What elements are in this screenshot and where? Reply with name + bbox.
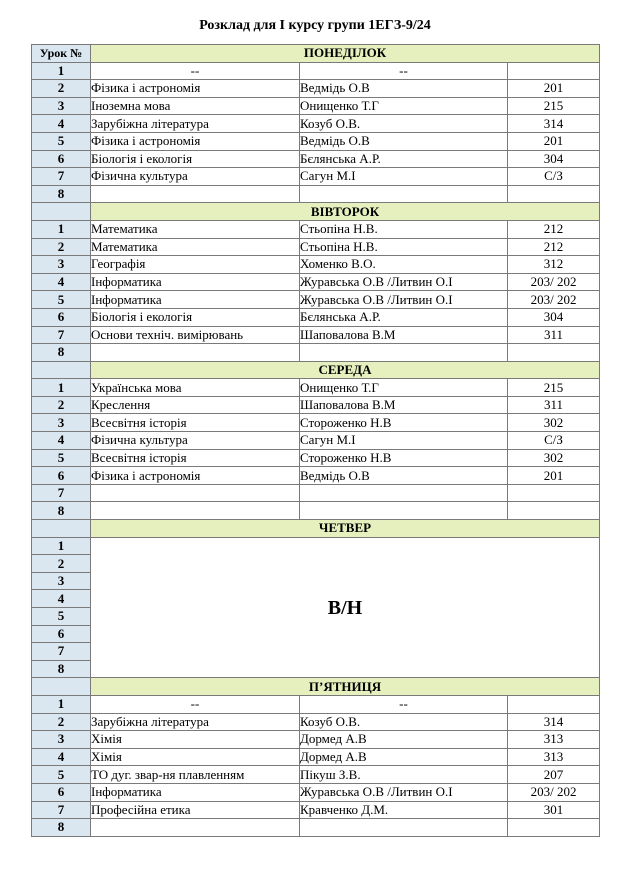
lesson-row <box>32 484 600 502</box>
subject: -- <box>91 695 300 713</box>
teacher: Шаповалова В.М <box>300 396 508 414</box>
lesson-row <box>32 220 600 238</box>
subject: Біологія і екологія <box>91 308 300 326</box>
subject: Професійна етика <box>91 801 300 819</box>
lesson-number: 7 <box>32 484 91 502</box>
room: 203/ 202 <box>508 783 600 801</box>
teacher <box>300 819 508 837</box>
teacher: Пікуш З.В. <box>300 766 508 784</box>
lesson-number: 4 <box>32 273 91 291</box>
teacher: Стороженко Н.В <box>300 449 508 467</box>
lesson-number: 8 <box>32 660 91 678</box>
room: 313 <box>508 731 600 749</box>
lesson-number: 3 <box>32 731 91 749</box>
day-name: ВІВТОРОК <box>91 203 600 221</box>
day-name: П’ЯТНИЦЯ <box>91 678 600 696</box>
teacher: Стороженко Н.В <box>300 414 508 432</box>
room <box>508 62 600 80</box>
teacher: Дормед А.В <box>300 748 508 766</box>
lesson-number: 1 <box>32 379 91 397</box>
teacher: Козуб О.В. <box>300 115 508 133</box>
lesson-row <box>32 132 600 150</box>
subject: Інформатика <box>91 783 300 801</box>
room: 314 <box>508 713 600 731</box>
lesson-number: 5 <box>32 291 91 309</box>
lesson-row <box>32 467 600 485</box>
subject: Українська мова <box>91 379 300 397</box>
room: 313 <box>508 748 600 766</box>
day-header-row <box>32 45 600 63</box>
room: 314 <box>508 115 600 133</box>
day-header-row <box>32 520 600 538</box>
room: 311 <box>508 396 600 414</box>
teacher: Дормед А.В <box>300 731 508 749</box>
lesson-row <box>32 537 600 555</box>
teacher <box>300 185 508 203</box>
teacher: Сагун М.І <box>300 168 508 186</box>
room: 212 <box>508 220 600 238</box>
room: 207 <box>508 766 600 784</box>
lesson-row <box>32 62 600 80</box>
lesson-row <box>32 168 600 186</box>
day-header-row <box>32 678 600 696</box>
subject: -- <box>91 62 300 80</box>
lesson-row <box>32 308 600 326</box>
room: 201 <box>508 467 600 485</box>
lesson-row <box>32 731 600 749</box>
lesson-number: 4 <box>32 748 91 766</box>
subject: Біологія і екологія <box>91 150 300 168</box>
lesson-number: 7 <box>32 326 91 344</box>
subject: Фізика і астрономія <box>91 467 300 485</box>
teacher: Стьопіна Н.В. <box>300 238 508 256</box>
room <box>508 484 600 502</box>
lesson-row <box>32 97 600 115</box>
lesson-number: 8 <box>32 185 91 203</box>
subject: Іноземна мова <box>91 97 300 115</box>
lesson-row <box>32 432 600 450</box>
lesson-number: 6 <box>32 308 91 326</box>
teacher <box>300 502 508 520</box>
teacher: Сагун М.І <box>300 432 508 450</box>
lesson-row <box>32 766 600 784</box>
day-off-label: В/Н <box>91 537 600 678</box>
lesson-number: 3 <box>32 572 91 590</box>
subject: Фізична культура <box>91 432 300 450</box>
room: 215 <box>508 379 600 397</box>
subject: Зарубіжна література <box>91 713 300 731</box>
teacher: Онищенко Т.Г <box>300 97 508 115</box>
room: 215 <box>508 97 600 115</box>
room: 201 <box>508 80 600 98</box>
teacher <box>300 484 508 502</box>
day-header-blank <box>32 678 91 696</box>
lesson-row <box>32 291 600 309</box>
lesson-number-header: Урок № <box>32 45 91 63</box>
teacher: -- <box>300 695 508 713</box>
lesson-row <box>32 344 600 362</box>
day-header-blank <box>32 361 91 379</box>
lesson-number: 6 <box>32 783 91 801</box>
subject: Фізика і астрономія <box>91 132 300 150</box>
room <box>508 502 600 520</box>
teacher <box>300 344 508 362</box>
subject: Креслення <box>91 396 300 414</box>
teacher: Стьопіна Н.В. <box>300 220 508 238</box>
lesson-number: 7 <box>32 168 91 186</box>
lesson-row <box>32 748 600 766</box>
room: 311 <box>508 326 600 344</box>
room: С/З <box>508 168 600 186</box>
subject: Математика <box>91 238 300 256</box>
lesson-number: 5 <box>32 608 91 626</box>
lesson-number: 2 <box>32 555 91 573</box>
subject: ТО дуг. звар-ня плавленням <box>91 766 300 784</box>
lesson-number: 1 <box>32 220 91 238</box>
lesson-number: 7 <box>32 801 91 819</box>
subject: Зарубіжна література <box>91 115 300 133</box>
subject: Хімія <box>91 731 300 749</box>
teacher: Журавська О.В /Литвин О.І <box>300 273 508 291</box>
lesson-number: 1 <box>32 695 91 713</box>
teacher: Шаповалова В.М <box>300 326 508 344</box>
day-header-blank <box>32 203 91 221</box>
lesson-number: 1 <box>32 537 91 555</box>
subject: Всесвітня історія <box>91 449 300 467</box>
teacher: Онищенко Т.Г <box>300 379 508 397</box>
lesson-row <box>32 502 600 520</box>
day-name: ПОНЕДІЛОК <box>91 45 600 63</box>
lesson-number: 6 <box>32 625 91 643</box>
teacher: Ведмідь О.В <box>300 80 508 98</box>
room: 302 <box>508 449 600 467</box>
lesson-number: 5 <box>32 449 91 467</box>
room <box>508 695 600 713</box>
room <box>508 185 600 203</box>
subject: Інформатика <box>91 273 300 291</box>
lesson-number: 3 <box>32 414 91 432</box>
lesson-number: 2 <box>32 713 91 731</box>
teacher: Бєлянська А.Р. <box>300 308 508 326</box>
lesson-row <box>32 695 600 713</box>
teacher: Бєлянська А.Р. <box>300 150 508 168</box>
lesson-number: 2 <box>32 238 91 256</box>
teacher: Кравченко Д.М. <box>300 801 508 819</box>
lesson-row <box>32 273 600 291</box>
lesson-number: 5 <box>32 766 91 784</box>
teacher: Ведмідь О.В <box>300 467 508 485</box>
lesson-number: 6 <box>32 467 91 485</box>
room <box>508 819 600 837</box>
lesson-number: 3 <box>32 97 91 115</box>
lesson-row <box>32 379 600 397</box>
lesson-row <box>32 80 600 98</box>
room: 302 <box>508 414 600 432</box>
day-header-row <box>32 203 600 221</box>
subject <box>91 819 300 837</box>
lesson-row <box>32 713 600 731</box>
lesson-number: 3 <box>32 256 91 274</box>
room: 304 <box>508 308 600 326</box>
lesson-number: 2 <box>32 80 91 98</box>
room: 203/ 202 <box>508 291 600 309</box>
lesson-row <box>32 396 600 414</box>
teacher: Козуб О.В. <box>300 713 508 731</box>
subject <box>91 185 300 203</box>
room: 201 <box>508 132 600 150</box>
subject: Математика <box>91 220 300 238</box>
room: 212 <box>508 238 600 256</box>
day-header-row <box>32 361 600 379</box>
room: 304 <box>508 150 600 168</box>
lesson-number: 5 <box>32 132 91 150</box>
room: С/З <box>508 432 600 450</box>
subject: Географія <box>91 256 300 274</box>
lesson-row <box>32 150 600 168</box>
lesson-number: 4 <box>32 115 91 133</box>
teacher: Журавська О.В /Литвин О.І <box>300 291 508 309</box>
day-name: СЕРЕДА <box>91 361 600 379</box>
lesson-number: 8 <box>32 344 91 362</box>
lesson-number: 1 <box>32 62 91 80</box>
lesson-number: 4 <box>32 432 91 450</box>
day-header-blank <box>32 520 91 538</box>
subject: Основи техніч. вимірювань <box>91 326 300 344</box>
lesson-row <box>32 256 600 274</box>
room <box>508 344 600 362</box>
subject <box>91 502 300 520</box>
lesson-row <box>32 115 600 133</box>
lesson-number: 7 <box>32 643 91 661</box>
schedule-table <box>31 44 600 837</box>
subject: Всесвітня історія <box>91 414 300 432</box>
lesson-number: 6 <box>32 150 91 168</box>
subject <box>91 484 300 502</box>
page-title: Розклад для І курсу групи 1ЕГЗ-9/24 <box>199 18 431 33</box>
subject: Фізична культура <box>91 168 300 186</box>
teacher: Хоменко В.О. <box>300 256 508 274</box>
teacher: Ведмідь О.В <box>300 132 508 150</box>
lesson-number: 2 <box>32 396 91 414</box>
lesson-number: 8 <box>32 819 91 837</box>
subject: Фізика і астрономія <box>91 80 300 98</box>
teacher: Журавська О.В /Литвин О.І <box>300 783 508 801</box>
lesson-row <box>32 185 600 203</box>
lesson-row <box>32 819 600 837</box>
lesson-row <box>32 326 600 344</box>
room: 312 <box>508 256 600 274</box>
lesson-number: 8 <box>32 502 91 520</box>
lesson-row <box>32 801 600 819</box>
subject: Хімія <box>91 748 300 766</box>
lesson-row <box>32 238 600 256</box>
room: 203/ 202 <box>508 273 600 291</box>
lesson-row <box>32 783 600 801</box>
lesson-row <box>32 449 600 467</box>
room: 301 <box>508 801 600 819</box>
day-name: ЧЕТВЕР <box>91 520 600 538</box>
subject <box>91 344 300 362</box>
lesson-number: 4 <box>32 590 91 608</box>
lesson-row <box>32 414 600 432</box>
subject: Інформатика <box>91 291 300 309</box>
teacher: -- <box>300 62 508 80</box>
